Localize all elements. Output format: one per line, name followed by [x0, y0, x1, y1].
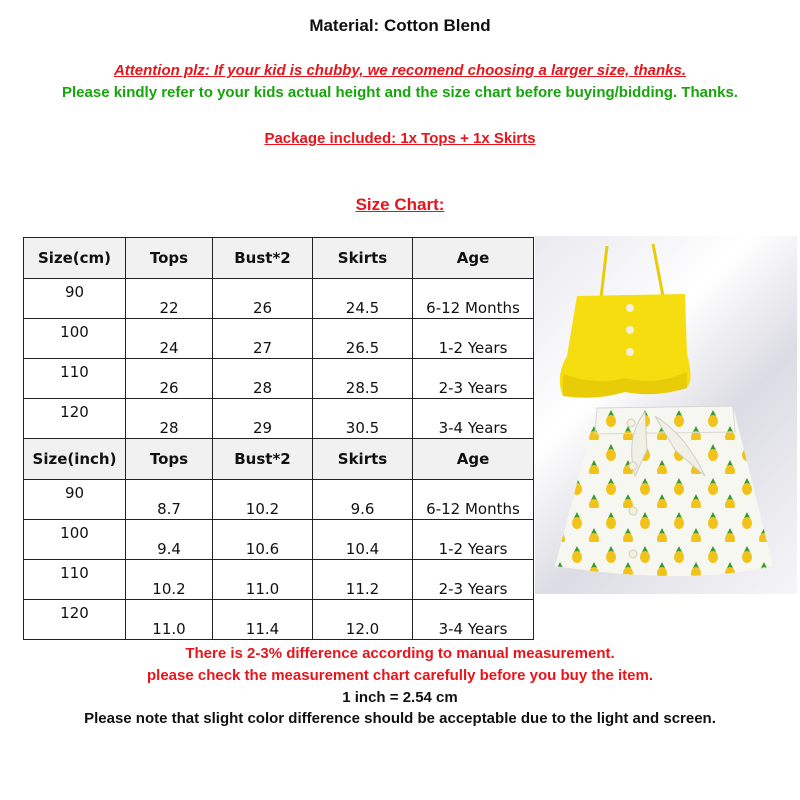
table-cell: 6-12 Months — [413, 279, 534, 319]
table-cell: 1-2 Years — [413, 319, 534, 359]
table-row — [24, 359, 534, 399]
table-row — [24, 560, 534, 600]
table-cell: 11.0 — [126, 600, 213, 640]
table-cell: 26 — [126, 359, 213, 399]
table-cell: 10.6 — [213, 520, 313, 560]
table-cell: 30.5 — [313, 399, 413, 439]
table-cell: 26 — [213, 279, 313, 319]
attention-note: Attention plz: If your kid is chubby, we recomend choosing a larger size, thanks. — [113, 62, 687, 79]
difference-note: There is 2-3% difference according to manual measurement. — [185, 645, 615, 662]
outfit-illustration — [535, 236, 797, 594]
table-row — [24, 399, 534, 439]
table-cell: 8.7 — [126, 480, 213, 520]
table-cell: 28 — [213, 359, 313, 399]
table-cell: 10.4 — [313, 520, 413, 560]
refer-note: Please kindly refer to your kids actual height and the size chart before buying/bidding. Thanks. — [62, 84, 738, 101]
table-cell: 110 — [24, 359, 126, 399]
column-header: Tops — [126, 238, 213, 279]
table-row — [24, 600, 534, 640]
table-cell: 100 — [24, 520, 126, 560]
column-header: Skirts — [313, 439, 413, 480]
product-photo — [535, 236, 797, 594]
table-row — [24, 520, 534, 560]
column-header: Tops — [126, 439, 213, 480]
column-header: Size(cm) — [24, 238, 126, 279]
table-cell: 10.2 — [213, 480, 313, 520]
table-cell: 24.5 — [313, 279, 413, 319]
column-header: Bust*2 — [213, 238, 313, 279]
table-cell: 28 — [126, 399, 213, 439]
table-cell: 110 — [24, 560, 126, 600]
table-cell: 22 — [126, 279, 213, 319]
table-row — [24, 480, 534, 520]
package-included: Package included: 1x Tops + 1x Skirts — [264, 130, 536, 147]
table-cell: 3-4 Years — [413, 600, 534, 640]
table-cell: 11.2 — [313, 560, 413, 600]
table-cell: 11.0 — [213, 560, 313, 600]
table-cell: 3-4 Years — [413, 399, 534, 439]
conversion-note: 1 inch = 2.54 cm — [342, 689, 458, 706]
table-cell: 90 — [24, 480, 126, 520]
material-label: Material: — [309, 16, 380, 35]
table-cell: 1-2 Years — [413, 520, 534, 560]
table-row — [24, 319, 534, 359]
table-cell: 24 — [126, 319, 213, 359]
table-cell: 12.0 — [313, 600, 413, 640]
material-value: Cotton Blend — [383, 16, 491, 35]
table-cell: 9.6 — [313, 480, 413, 520]
size-chart-title: Size Chart: — [355, 195, 445, 214]
cm-table-header-row — [24, 238, 534, 279]
table-cell: 2-3 Years — [413, 359, 534, 399]
column-header: Age — [413, 238, 534, 279]
table-cell: 11.4 — [213, 600, 313, 640]
table-cell: 29 — [213, 399, 313, 439]
table-cell: 9.4 — [126, 520, 213, 560]
table-cell: 120 — [24, 399, 126, 439]
inch-table-header-row — [24, 439, 534, 480]
table-row — [24, 279, 534, 319]
table-cell: 27 — [213, 319, 313, 359]
column-header: Skirts — [313, 238, 413, 279]
table-cell: 100 — [24, 319, 126, 359]
column-header: Age — [413, 439, 534, 480]
check-note: please check the measurement chart carefully before you buy the item. — [146, 667, 653, 684]
table-cell: 28.5 — [313, 359, 413, 399]
table-cell: 26.5 — [313, 319, 413, 359]
table-cell: 2-3 Years — [413, 560, 534, 600]
table-cell: 10.2 — [126, 560, 213, 600]
material-line — [0, 16, 800, 36]
size-chart-table — [23, 237, 534, 640]
table-cell: 6-12 Months — [413, 480, 534, 520]
table-cell: 120 — [24, 600, 126, 640]
table-cell: 90 — [24, 279, 126, 319]
color-note: Please note that slight color difference should be acceptable due to the light and screen. — [84, 710, 716, 727]
column-header: Bust*2 — [213, 439, 313, 480]
column-header: Size(inch) — [24, 439, 126, 480]
